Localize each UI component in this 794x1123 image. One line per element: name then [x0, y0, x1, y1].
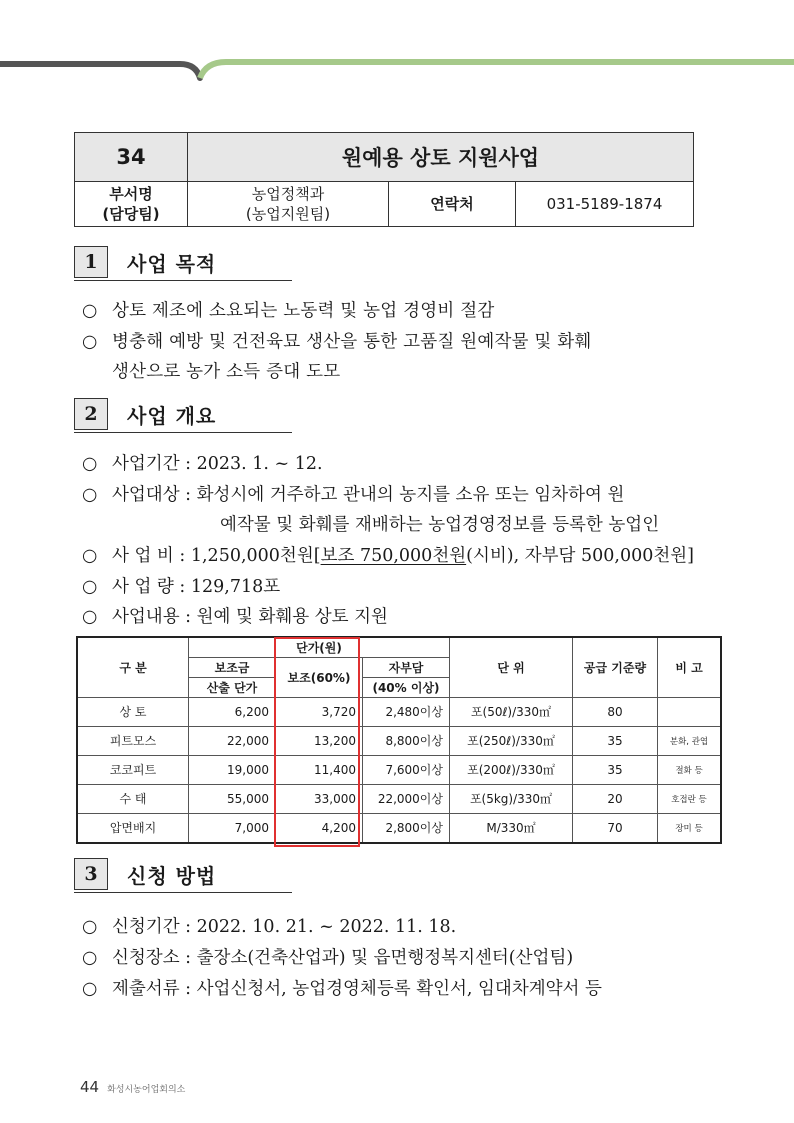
bullet-marker: ○ — [82, 301, 98, 321]
section-heading-purpose — [74, 246, 292, 281]
department-label: 부서명 (담당팀) — [75, 182, 188, 227]
section-heading-overview — [74, 398, 292, 433]
table-row: 코코피트 19,000 11,400 7,600이상 포(200ℓ)/330㎡ 35 절화 등 — [77, 755, 721, 784]
header-self: 자부담 — [363, 657, 450, 677]
table-row: 수 태 55,000 33,000 22,000이상 포(5kg)/330㎡ 20 호접란 등 — [77, 784, 721, 813]
overview-quantity: ○ 사 업 량 : 129,718포 — [82, 577, 281, 597]
header-category: 구 분 — [77, 637, 189, 697]
table-row: 상 토 6,200 3,720 2,480이상 포(50ℓ)/330㎡ 80 — [77, 697, 721, 726]
program-number: 34 — [75, 133, 188, 182]
department-value: 농업정책과 (농업지원팀) — [188, 182, 389, 227]
footer-organization: 화성시농어업회의소 — [107, 1085, 186, 1095]
contact-value: 031-5189-1874 — [516, 182, 694, 227]
overview-period: ○ 사업기간 : 2023. 1. ~ 12. — [82, 454, 323, 474]
contact-label: 연락처 — [389, 182, 516, 227]
header-standard: 공급 기준량 — [573, 637, 658, 697]
header-subsidy: 보조(60%) — [276, 657, 363, 697]
application-item: ○ 신청장소 : 출장소(건축산업과) 및 읍면행정복지센터(산업팀) — [82, 948, 574, 968]
header-unit: 단 위 — [450, 637, 573, 697]
page-number: 44 — [80, 1078, 100, 1096]
unit-price-table-wrapper — [76, 636, 722, 847]
header-decoration — [0, 58, 794, 88]
budget-subsidy-underlined: 보조 750,000천원 — [320, 546, 467, 566]
header-unit-price: 단가(원) — [189, 637, 450, 657]
overview-target: ○ 사업대상 : 화성시에 거주하고 관내의 농지를 소유 또는 임차하여 원 예작물 및 화훼를 재배하는 농업경영정보를 등록한 농업인 — [82, 482, 702, 508]
section-heading-application — [74, 858, 292, 893]
section-title: 신청 방법 — [127, 864, 217, 888]
section-title: 사업 목적 — [127, 252, 217, 276]
section-number: 1 — [74, 246, 108, 278]
page-footer — [80, 1078, 185, 1096]
header-self-2: (40% 이상) — [363, 677, 450, 697]
header-subsidy-calc-2: 산출 단가 — [189, 677, 276, 697]
table-row: 피트모스 22,000 13,200 8,800이상 포(250ℓ)/330㎡ 35 분화, 관엽 — [77, 726, 721, 755]
overview-target-continuation: 예작물 및 화훼를 재배하는 농업경영정보를 등록한 농업인 — [220, 515, 660, 535]
application-item: ○ 제출서류 : 사업신청서, 농업경영체등록 확인서, 임대차계약서 등 — [82, 979, 602, 999]
header-subsidy-calc: 보조금 — [189, 657, 276, 677]
purpose-item-continuation: 생산으로 농가 소득 증대 도모 — [112, 362, 341, 382]
purpose-item: ○ 상토 제조에 소요되는 노동력 및 농업 경영비 절감 — [82, 298, 702, 324]
bullet-marker: ○ — [82, 332, 98, 352]
section-number: 3 — [74, 858, 108, 890]
overview-budget: ○ 사 업 비 : 1,250,000천원[보조 750,000천원(시비), 자부담 500,000천원] — [82, 546, 695, 566]
application-item: ○ 신청기간 : 2022. 10. 21. ~ 2022. 11. 18. — [82, 917, 457, 937]
section-title: 사업 개요 — [127, 404, 217, 428]
section-number: 2 — [74, 398, 108, 430]
header-note: 비 고 — [658, 637, 722, 697]
unit-price-table — [76, 636, 722, 844]
purpose-item: ○ 병충해 예방 및 건전육묘 생산을 통한 고품질 원예작물 및 화훼 생산으로 농가 소득 증대 도모 — [82, 329, 702, 355]
table-row: 압면배지 7,000 4,200 2,800이상 M/330㎡ 70 장미 등 — [77, 813, 721, 843]
program-info-table — [74, 132, 694, 227]
program-title: 원예용 상토 지원사업 — [188, 133, 694, 182]
overview-content: ○ 사업내용 : 원예 및 화훼용 상토 지원 — [82, 607, 388, 627]
